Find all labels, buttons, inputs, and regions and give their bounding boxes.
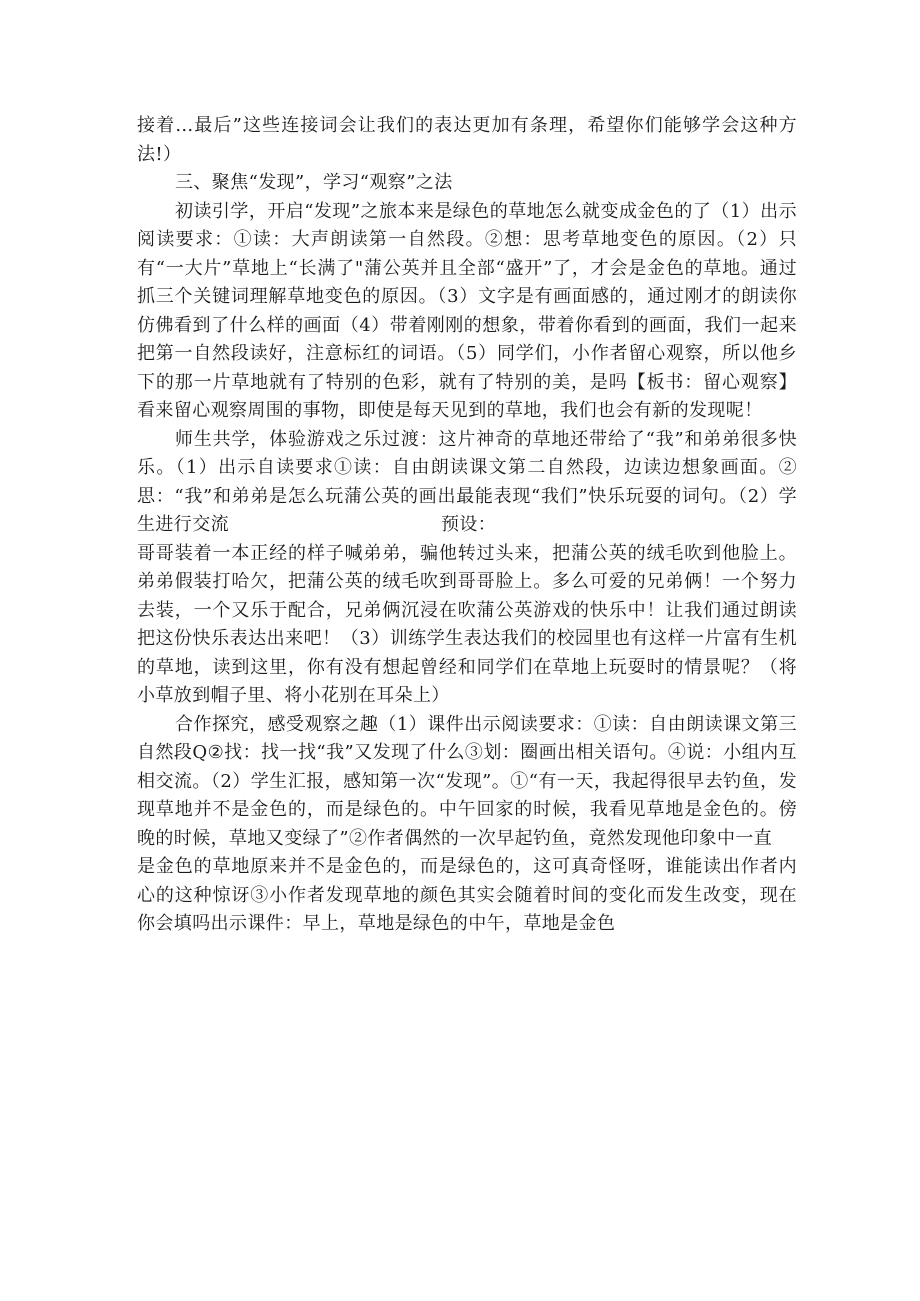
preset-label: 预设： xyxy=(441,514,497,535)
paragraph-cooperative-inquiry: 合作探究，感受观察之趣（1）课件出示阅读要求：①读：自由朗读课文第三自然段Q②找：找一找“我”又发现了什么③划：圈画出相关语句。④说：小组内互相交流。（2）学生汇报，感知第一次“发现”。①“有一天，我起得很早去钓鱼，发现草地并不是金色的，而是绿色的。中午回家的时候，我看见草地是金色的。傍晚的时候，草地又变绿了”②作者偶然的一次早起钓鱼，竟然发现他印象中一直 xyxy=(137,713,797,849)
paragraph-shared-learning xyxy=(137,426,797,540)
paragraph-color-change: 是金色的草地原来并不是金色的，而是绿色的，这可真奇怪呀，谁能读出作者内心的这种惊讶③小作者发现草地的颜色其实会随着时间的变化而发生改变，现在你会填吗出示课件：早上，草地是绿色的中午，草地是金色 xyxy=(137,856,797,934)
paragraph-brothers-game: 哥哥装着一本正经的样子喊弟弟，骗他转过头来，把蒲公英的绒毛吹到他脸上。弟弟假装打哈欠，把蒲公英的绒毛吹到哥哥脸上。多么可爱的兄弟俩！一个努力去装，一个又乐于配合，兄弟俩沉浸在吹蒲公英游戏的快乐中！让我们通过朗读把这份快乐表达出来吧！（3）训练学生表达我们的校园里也有这样一片富有生机的草地，读到这里，你有没有想起曾经和同学们在草地上玩耍时的情景呢？（将小草放到帽子里、将小花别在耳朵上） xyxy=(137,542,797,706)
paragraph-shared-learning-part1: 师生共学，体验游戏之乐过渡：这片神奇的草地还带给了“我”和弟弟很多快乐。（1）出示自读要求①读：自由朗读课文第二自然段，边读边想象画面。②思：“我”和弟弟是怎么玩蒲公英的画出最能表现“我们”快乐玩耍的词句。（2）学生进行交流 xyxy=(137,428,797,535)
section-heading: 三、聚焦“发现”，学习“观察”之法 xyxy=(175,172,453,193)
paragraph-first-reading: 初读引学，开启“发现”之旅本来是绿色的草地怎么就变成金色的了（1）出示阅读要求：①读：大声朗读第一自然段。②想：思考草地变色的原因。（2）只有“一大片”草地上“长满了"蒲公英并且全部“盛开”了，才会是金色的草地。通过抓三个关键词理解草地变色的原因。（3）文字是有画面感的，通过刚才的朗读你仿佛看到了什么样的画面（4）带着刚刚的想象，带着你看到的画面，我们一起来把第一自然段读好，注意标红的词语。（5）同学们，小作者留心观察，所以他乡下的那一片草地就有了特别的色彩，就有了特别的美，是吗【板书：留心观察】看来留心观察周围的事物，即使是每天见到的草地，我们也会有新的发现呢！ xyxy=(137,200,797,421)
paragraph-continuation: 接着…最后”这些连接词会让我们的表达更加有条理，希望你们能够学会这种方法!） xyxy=(137,115,797,165)
document-body xyxy=(137,112,797,939)
